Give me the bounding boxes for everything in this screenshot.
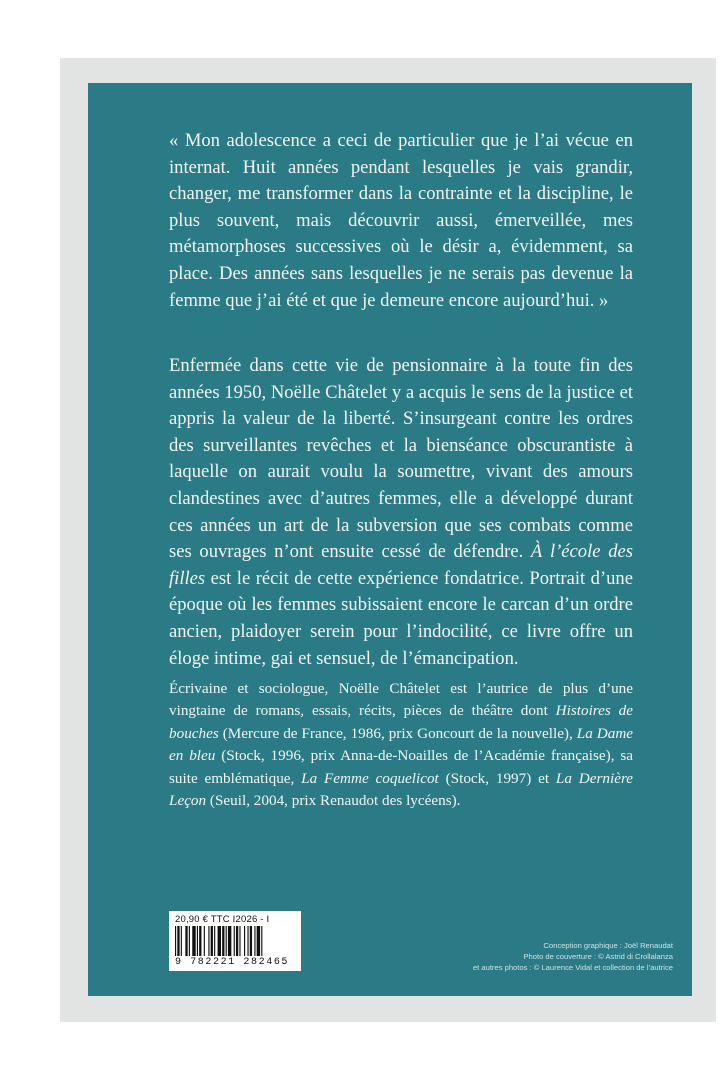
barcode-bar: [208, 926, 209, 956]
work-title-4: La Dernière Leçon: [169, 769, 634, 810]
barcode-bar: [236, 926, 238, 956]
barcode-bars: [175, 926, 295, 956]
barcode-bar: [254, 926, 255, 956]
summary-paragraph: [169, 353, 633, 672]
barcode-bar: [257, 926, 260, 956]
barcode-bar: [204, 926, 205, 956]
bio-intro: Écrivaine et sociologue, Noëlle Châtelet est l’autrice de plus d’une vingtaine de romans, essais, récits, pièces de théâtre dont: [169, 680, 633, 720]
barcode-bar: [175, 926, 176, 956]
barcode-bar: [239, 926, 240, 956]
summary-text-part2: est le récit de cette expérience fondatrice. Portrait d’une époque où les femmes subissaient encore le carcan d’un ordre ancien, plaidoyer serein pour l’indocilité, ce livre offre un éloge intime, gai et sensuel, de l’émancipation.: [169, 567, 633, 669]
barcode-bar: [226, 926, 227, 956]
work-info-1: (Mercure de France, 1986, prix Goncourt de la nouvelle),: [222, 724, 573, 742]
work-info-4: (Seuil, 2004, prix Renaudot des lycéens).: [209, 792, 461, 810]
quote-paragraph: « Mon adolescence a ceci de particulier que je l’ai vécue en internat. Huit années pendant lesquelles je vais grandir, changer, me transformer dans la contrainte et la discipline, le plus souvent, mais découvrir aussi, émerveillée, mes métamorphoses successives où le désir a, évidemment, sa place. Des années sans lesquelles je ne serais pas devenue la femme que j’ai été et que je demeure encore aujourd’hui. »: [169, 130, 633, 311]
credit-other-photos: et autres photos : © Laurence Vidal et collection de l’autrice: [472, 963, 673, 973]
barcode-bar: [192, 926, 195, 956]
isbn-barcode: [169, 911, 301, 971]
opening-quote: [169, 128, 633, 314]
barcode-bar: [228, 926, 231, 956]
barcode-bar: [177, 926, 179, 956]
photo-credits: [373, 940, 673, 974]
back-cover: [88, 83, 692, 996]
work-title-3: La Femme coquelicot: [301, 769, 439, 787]
barcode-bar: [244, 926, 245, 956]
barcode-bar: [222, 926, 224, 956]
work-title-1: Histoires de bouches: [169, 702, 634, 742]
bio-paragraph: [169, 678, 633, 812]
barcode-bar: [234, 926, 235, 956]
credit-design: Conception graphique : Joël Renaudat: [543, 941, 673, 950]
work-info-2: (Stock, 1996, prix Anna-de-Noailles de l’Académie française), sa suite emblématique,: [169, 747, 634, 787]
price-label: 20,90 € TTC I2026 - I: [175, 914, 270, 925]
barcode-bar: [199, 926, 201, 956]
isbn-number: 9 782221 282465: [175, 957, 290, 968]
barcode-bar: [211, 926, 213, 956]
summary-text-part1: Enfermée dans cette vie de pensionnaire à la toute fin des années 1950, Noëlle Châtelet y a acquis le sens de la justice et appris la valeur de la liberté. S’insurgeant contre les ordres des surveillantes revêches et la bienséance obscurantiste à laquelle on aurait voulu la soumettre, vivant des amours clandestines avec d’autres femmes, elle a développé durant ces années un art de la subversion que ses combats comme ses ouvrages n’ont ensuite cessé de défendre.: [169, 355, 633, 563]
credit-cover-photo: Photo de couverture : © Astrid di Crollalanza: [523, 952, 673, 962]
barcode-bar: [214, 926, 215, 956]
book-title: À l’école des filles: [169, 541, 633, 589]
author-bio: [169, 678, 633, 812]
barcode-bar: [261, 926, 262, 956]
barcode-bar: [181, 926, 182, 956]
barcode-bar: [247, 926, 248, 956]
barcode-bar: [197, 926, 198, 956]
barcode-bar: [185, 926, 187, 956]
barcode-bar: [250, 926, 252, 956]
work-title-2: La Dame en bleu: [169, 724, 634, 765]
book-summary: [169, 353, 633, 672]
work-info-3: (Stock, 1997) et: [445, 769, 550, 787]
barcode-bar: [218, 926, 221, 956]
barcode-bar: [189, 926, 190, 956]
